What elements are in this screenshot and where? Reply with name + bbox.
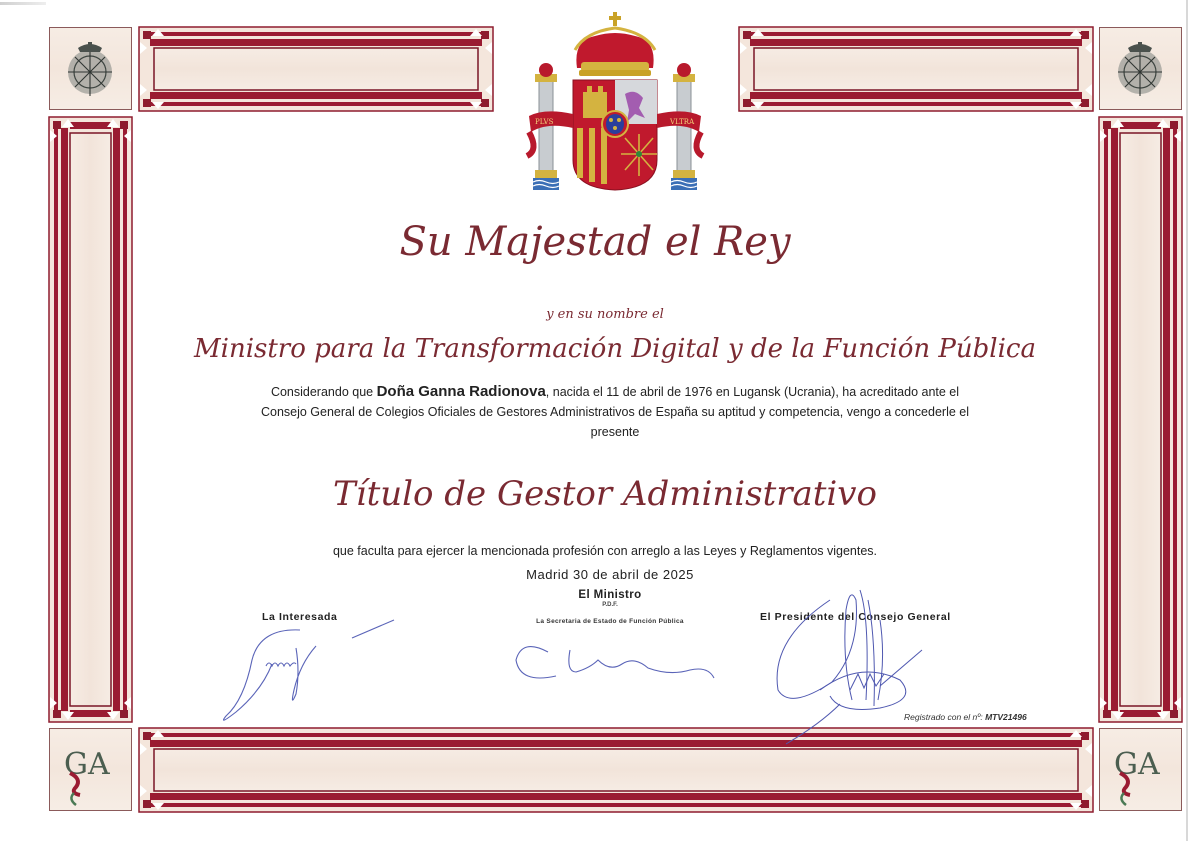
considering-line-3: presente [590, 425, 640, 439]
pillar-right [1099, 117, 1182, 722]
considering-paragraph [250, 382, 980, 442]
svg-text:A: A [88, 747, 110, 782]
president-label: El Presidente del Consejo General [760, 611, 951, 623]
coat-of-arms-spain-icon [525, 10, 705, 196]
minister-signature-block [510, 589, 710, 625]
crest-motto-right: VLTRA [670, 118, 695, 126]
banner-bottom [139, 728, 1093, 812]
holder-name: Doña Ganna Radionova [376, 383, 546, 400]
considering-prefix: Considerando que [270, 385, 374, 399]
faculty-text: que faculta para ejercer la mencionada profesión con arreglo a las Leyes y Reglamentos vigentes. [332, 544, 878, 558]
banner-top-left [139, 27, 493, 111]
subheading-en-su-nombre: y en su nombre el [546, 307, 664, 322]
registry-prefix: Registrado con el nº: [904, 712, 983, 722]
holder-label: La Interesada [262, 611, 338, 623]
banner-top-right [739, 27, 1093, 111]
considering-line-2: Consejo General de Colegios Oficiales de Gestores Administrativos de España su aptitud y competencia, vengo a concederle el [260, 405, 970, 419]
certificate-title: Título de Gestor Administrativo [333, 474, 877, 514]
pillar-left [49, 117, 132, 722]
svg-text:G: G [1114, 747, 1138, 782]
considering-line1-rest: , nacida el 11 de abril de 1976 en Lugansk (Ucrania), ha acreditado ante el [545, 385, 960, 399]
crest-motto-left: PLVS [535, 118, 554, 126]
considering-line-1 [250, 382, 980, 402]
svg-text:A: A [1138, 747, 1160, 782]
heading-su-majestad: Su Majestad el Rey [399, 219, 791, 265]
minister-delegate: La Secretaria de Estado de Función Pública [536, 618, 684, 625]
registry-number: MTV21496 [985, 712, 1027, 722]
minister-pdf: P.D.F. [602, 602, 618, 608]
registry-line [904, 712, 1027, 722]
authority-ministro: Ministro para la Transformación Digital y de la Función Pública [194, 334, 1036, 364]
svg-text:G: G [64, 747, 88, 782]
minister-label: El Ministro [578, 589, 642, 601]
place-date: Madrid 30 de abril de 2025 [526, 567, 694, 582]
